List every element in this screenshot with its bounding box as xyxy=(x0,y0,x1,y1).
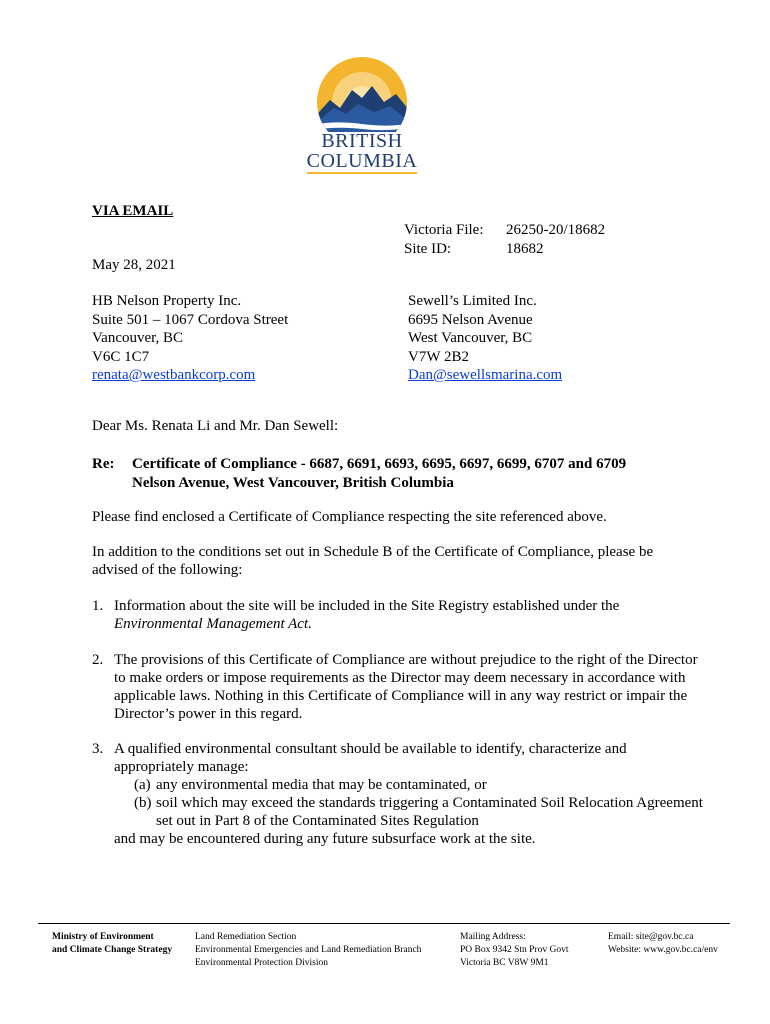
mailing-line1: PO Box 9342 Stn Prov Govt xyxy=(460,945,569,955)
recipient-address-left xyxy=(92,292,288,385)
list-item xyxy=(92,597,707,637)
site-id-label: Site ID: xyxy=(404,241,452,257)
recipient-street: 6695 Nelson Avenue xyxy=(408,311,533,328)
paragraph-conditions: In addition to the conditions set out in Schedule B of the Certificate of Compliance, please be advised of the following: xyxy=(92,544,654,578)
recipient-company: Sewell’s Limited Inc. xyxy=(408,293,537,309)
recipient-company: HB Nelson Property Inc. xyxy=(92,293,242,309)
subject-text-line2: Nelson Avenue, West Vancouver, British Columbia xyxy=(132,475,454,491)
subject-label: Re: xyxy=(92,456,115,472)
list-number: 3. xyxy=(92,741,104,757)
recipient-city: Vancouver, BC xyxy=(92,330,184,346)
bc-logo xyxy=(300,52,424,170)
victoria-file-label: Victoria File: xyxy=(404,222,484,238)
footer-website: Website: www.gov.bc.ca/env xyxy=(608,945,718,955)
salutation: Dear Ms. Renata Li and Mr. Dan Sewell: xyxy=(92,418,339,434)
logo-line-columbia: COLUMBIA xyxy=(306,150,418,172)
subject-text-line1: Certificate of Compliance - 6687, 6691, 6693, 6695, 6697, 6699, 6707 and 6709 xyxy=(132,456,627,472)
via-email-label: VIA EMAIL xyxy=(92,203,174,219)
list-item xyxy=(92,740,707,860)
section-line2: Environmental Emergencies and Land Remediation Branch xyxy=(195,945,422,955)
sub-item-text: any environmental media that may be contaminated, or xyxy=(156,777,487,793)
recipient-postal: V7W 2B2 xyxy=(408,348,469,365)
recipient-street: Suite 501 – 1067 Cordova Street xyxy=(92,311,289,328)
footer-section xyxy=(195,931,421,970)
list-item-text: The provisions of this Certificate of Compliance are without prejudice to the right of the Director to make orders or impose requirements as the Director may deem necessary in accordance with applicable laws. Nothing in this Certificate of Compliance will in any way restrict or impair the Director’s power in this regard. xyxy=(114,652,698,722)
sub-item-text: soil which may exceed the standards triggering a Contaminated Soil Relocation Agreement set out in Part 8 of the Contaminated Sites Regulation xyxy=(156,795,703,829)
mailing-line2: Victoria BC V8W 9M1 xyxy=(460,958,549,968)
ministry-line1: Ministry of Environment xyxy=(52,932,154,942)
act-name: Environmental Management Act. xyxy=(114,616,312,632)
list-item-text: A qualified environmental consultant should be available to identify, characterize and appropriately manage: xyxy=(114,741,627,775)
victoria-file-value: 26250-20/18682 xyxy=(506,222,606,238)
logo-line-british: BRITISH xyxy=(321,130,403,152)
bc-sun-mountain-icon xyxy=(300,52,424,132)
recipient-address-right xyxy=(408,292,562,385)
recipient-email-link[interactable]: renata@westbankcorp.com xyxy=(92,367,256,383)
list-item-tail: and may be encountered during any future subsurface work at the site. xyxy=(114,831,536,847)
list-item-text: Information about the site will be included in the Site Registry established under the xyxy=(114,598,620,614)
paragraph-enclosure: Please find enclosed a Certificate of Compliance respecting the site referenced above. xyxy=(92,509,607,525)
recipient-email-link[interactable]: Dan@sewellsmarina.com xyxy=(408,367,563,383)
recipient-city: West Vancouver, BC xyxy=(408,330,533,346)
letter-date: May 28, 2021 xyxy=(92,257,176,273)
subject-line xyxy=(92,455,692,495)
site-id-value: 18682 xyxy=(506,241,544,257)
footer-ministry xyxy=(52,931,172,957)
list-number: 1. xyxy=(92,598,104,614)
footer-divider xyxy=(38,923,730,924)
sub-item-label: (b) xyxy=(134,795,152,811)
footer-contact xyxy=(608,931,718,957)
ministry-line2: and Climate Change Strategy xyxy=(52,945,173,955)
footer-email: Email: site@gov.bc.ca xyxy=(608,932,694,942)
mailing-label: Mailing Address: xyxy=(460,932,526,942)
list-number: 2. xyxy=(92,652,104,668)
sub-item-a xyxy=(114,776,704,794)
section-line3: Environmental Protection Division xyxy=(195,958,328,968)
sub-item-label: (a) xyxy=(134,777,151,793)
recipient-postal: V6C 1C7 xyxy=(92,348,150,365)
sub-item-b xyxy=(114,794,704,830)
list-item xyxy=(92,651,707,727)
footer-mailing xyxy=(460,931,568,970)
file-reference-block xyxy=(404,221,605,259)
section-line1: Land Remediation Section xyxy=(195,932,297,942)
logo-underline xyxy=(307,172,417,174)
